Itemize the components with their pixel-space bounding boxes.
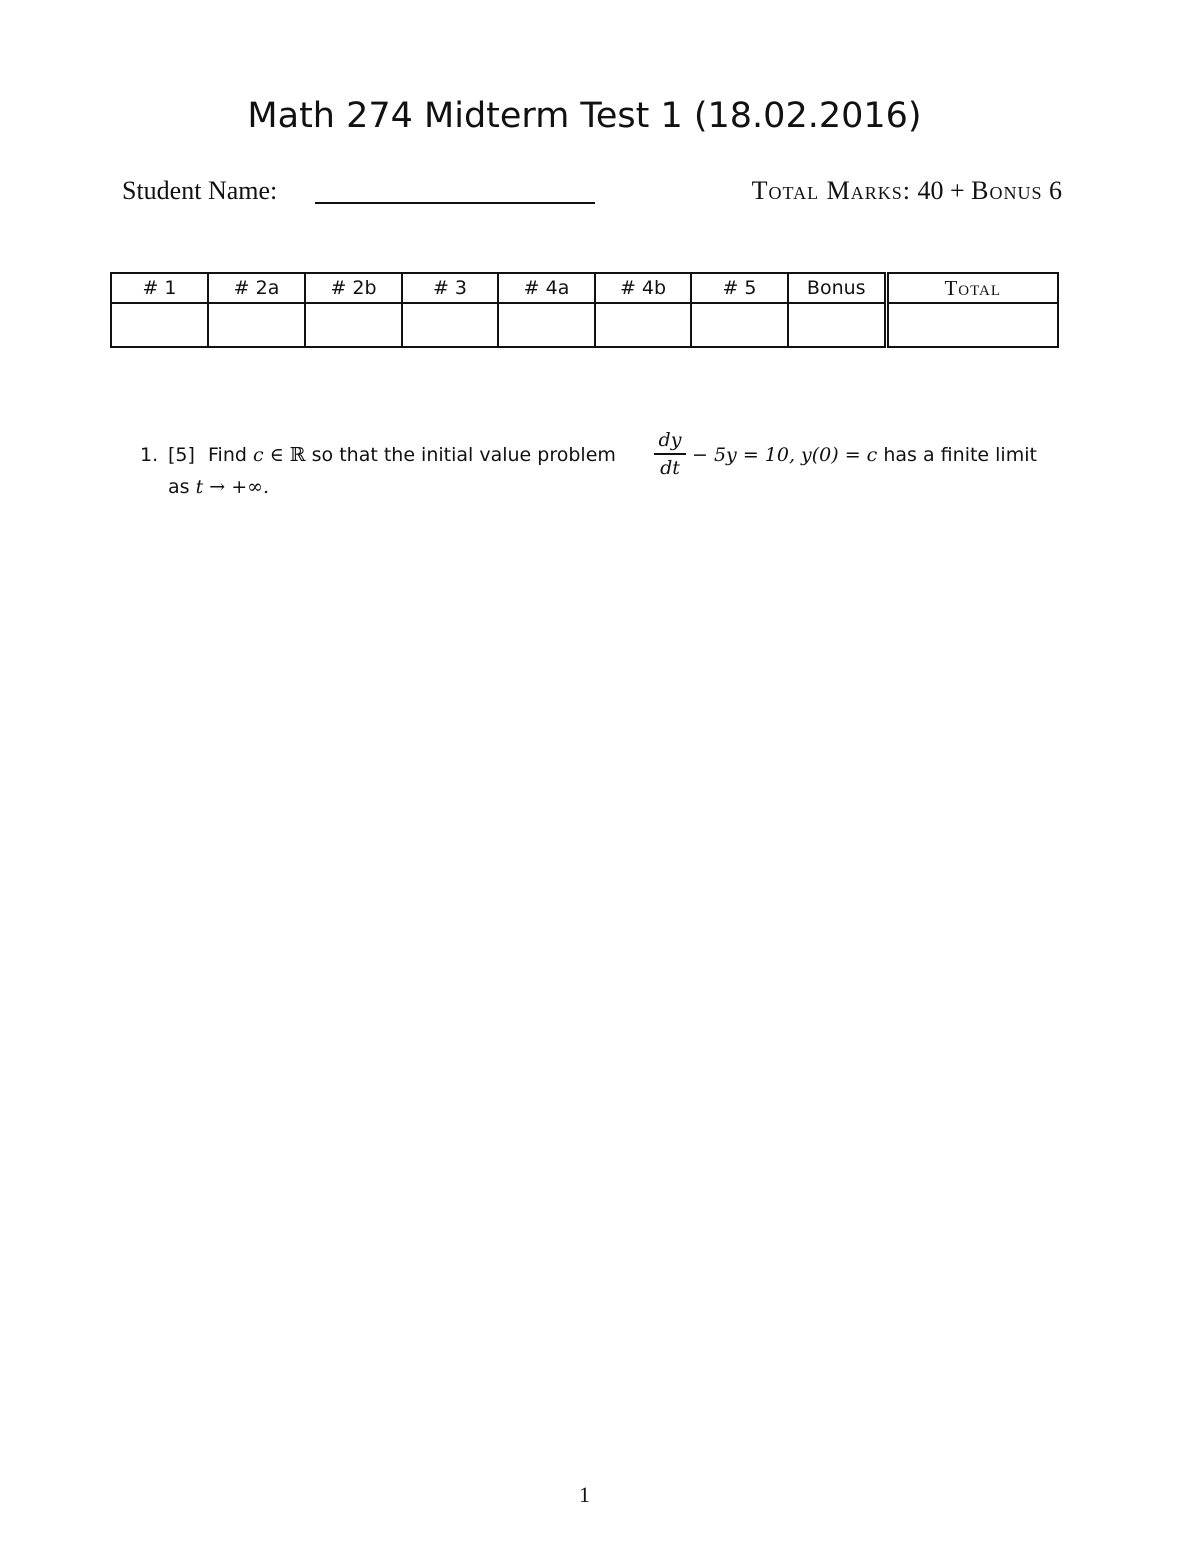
score-header-q3: # 3 (402, 273, 498, 303)
math-var-c: c (252, 444, 264, 466)
total-marks-value: 40 + (917, 176, 965, 205)
score-cell-q2a[interactable] (208, 303, 305, 347)
score-cell-q1[interactable] (111, 303, 208, 347)
score-header-q2b: # 2b (305, 273, 402, 303)
score-table-header-row (111, 273, 1058, 303)
question-text-finite-limit: has a finite limit (883, 444, 1037, 466)
question-1-line-1 (140, 428, 1060, 488)
question-text-end (692, 444, 1037, 467)
question-1 (140, 428, 1060, 498)
question-number: 1. (140, 444, 159, 466)
score-cell-bonus[interactable] (788, 303, 886, 347)
bonus-value: 6 (1049, 176, 1062, 205)
question-word-find: Find (208, 444, 247, 466)
math-in-reals: ∈ ℝ (269, 444, 306, 466)
score-cell-q4b[interactable] (595, 303, 691, 347)
score-cell-q3[interactable] (402, 303, 498, 347)
total-marks (752, 176, 1062, 206)
score-header-q2a: # 2a (208, 273, 305, 303)
fraction-denominator: dt (660, 457, 680, 479)
student-name-label: Student Name: (122, 176, 278, 205)
score-header-bonus: Bonus (788, 273, 886, 303)
question-word-as: as (168, 476, 190, 498)
bonus-label: Bonus (971, 176, 1043, 205)
score-table-entry-row (111, 303, 1058, 347)
score-cell-q4a[interactable] (498, 303, 595, 347)
score-cell-total[interactable] (886, 303, 1058, 347)
score-header-q5: # 5 (691, 273, 788, 303)
math-limit: t → +∞. (195, 476, 270, 498)
total-marks-label: Total Marks: (751, 176, 911, 205)
math-equation: − 5y = 10, y(0) = c (692, 444, 878, 466)
score-cell-q2b[interactable] (305, 303, 402, 347)
question-1-line-2 (168, 476, 269, 499)
question-text-ivp: so that the initial value problem (311, 444, 616, 466)
question-text-start (208, 444, 616, 467)
score-header-total: Total (886, 273, 1058, 303)
fraction-numerator: dy (654, 428, 686, 455)
score-table (110, 272, 1059, 348)
score-header-q4a: # 4a (498, 273, 595, 303)
student-name-blank[interactable] (315, 202, 595, 204)
score-header-q1: # 1 (111, 273, 208, 303)
page-number: 1 (579, 1482, 590, 1507)
page-title: Math 274 Midterm Test 1 (18.02.2016) (247, 96, 922, 136)
derivative-fraction (654, 428, 686, 481)
question-marks: [5] (168, 444, 195, 466)
score-cell-q5[interactable] (691, 303, 788, 347)
score-header-q4b: # 4b (595, 273, 691, 303)
student-name-row (122, 176, 1062, 210)
